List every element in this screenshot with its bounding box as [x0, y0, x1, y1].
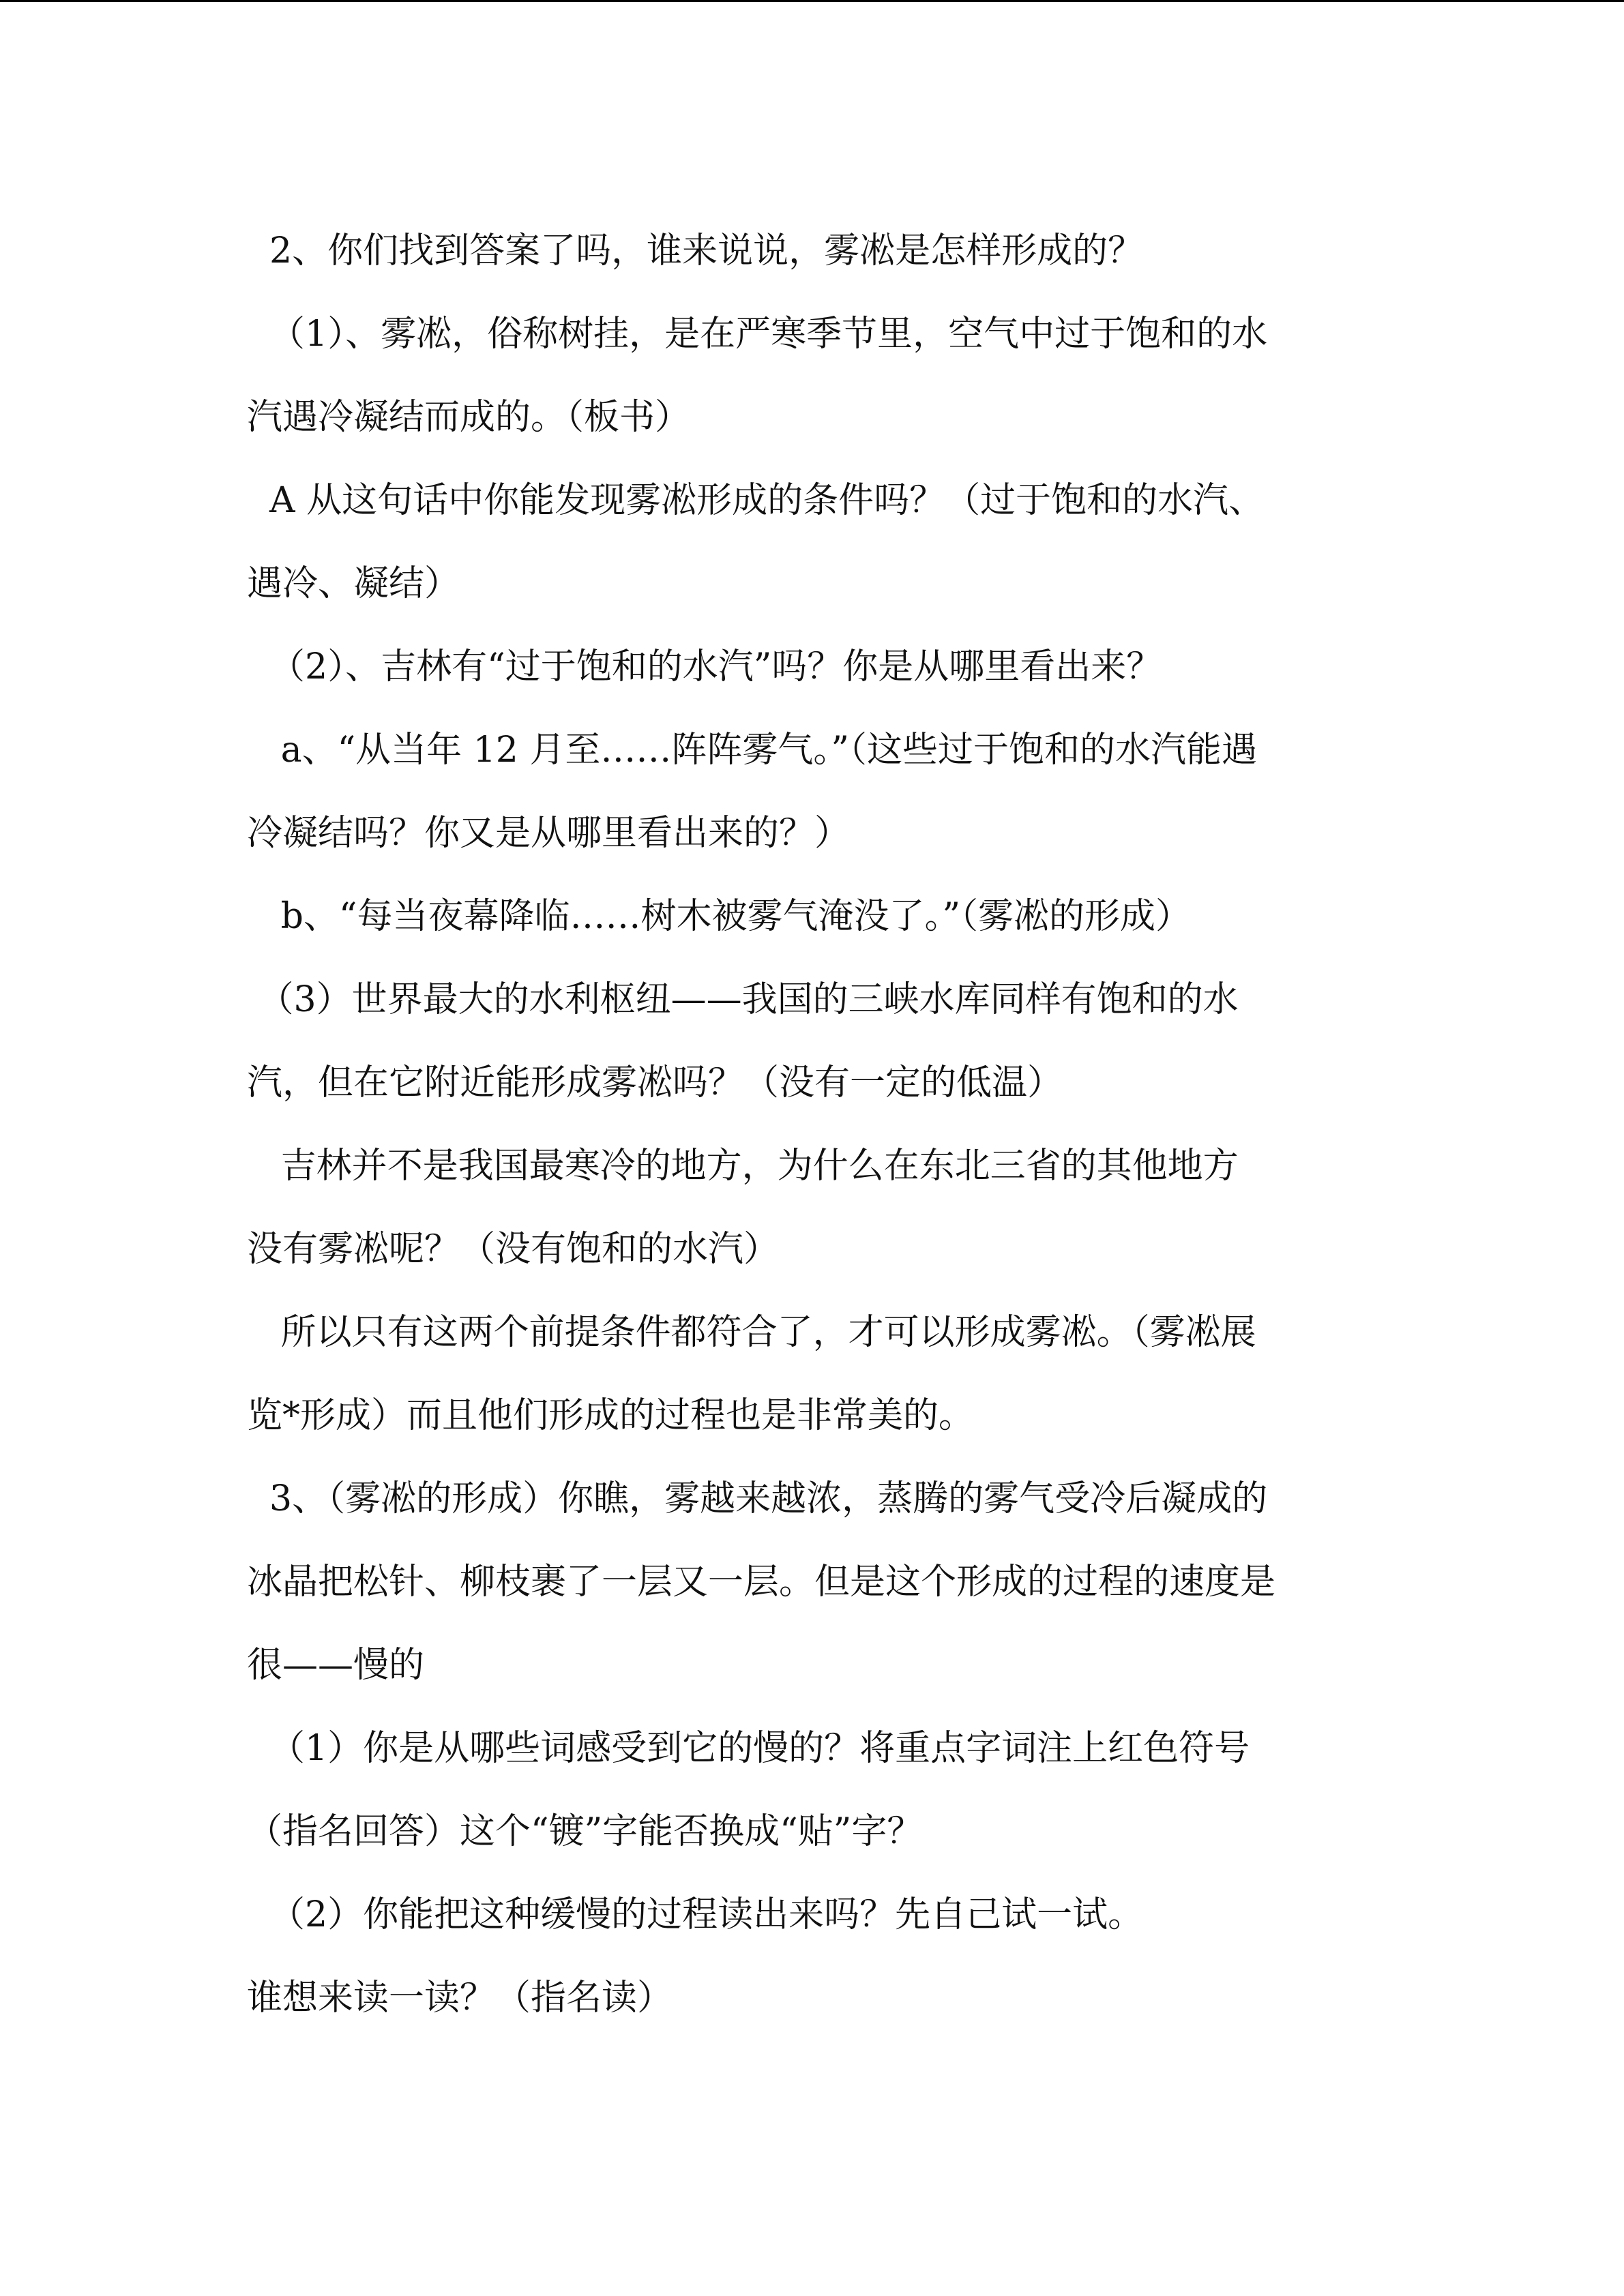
text-line: （1）你是从哪些词感受到它的慢的？将重点字词注上红色符号: [247, 1728, 1250, 1769]
text-line: A 从这句话中你能发现雾凇形成的条件吗？（过于饱和的水汽、: [247, 480, 1265, 521]
text-line: 谁想来读一读？（指名读）: [247, 1978, 673, 2018]
text-line: a、“从当年 12 月至……阵阵雾气。”（这些过于饱和的水汽能遇: [247, 730, 1257, 771]
text-line: 览*形成）而且他们形成的过程也是非常美的。: [247, 1395, 975, 1436]
text-line: 2、你们找到答案了吗，谁来说说，雾凇是怎样形成的？: [247, 230, 1144, 271]
text-line: （3）世界最大的水利枢纽——我国的三峡水库同样有饱和的水: [247, 979, 1239, 1020]
text-line: （1）、雾凇，俗称树挂，是在严寒季节里，空气中过于饱和的水: [247, 314, 1268, 355]
text-line: 没有雾凇呢？（没有饱和的水汽）: [247, 1229, 780, 1270]
text-line: 所以只有这两个前提条件都符合了，才可以形成雾凇。（雾凇展: [247, 1312, 1256, 1353]
text-line: 冷凝结吗？你又是从哪里看出来的？）: [247, 813, 851, 854]
text-line: b、“每当夜幕降临……树木被雾气淹没了。”（雾凇的形成）: [247, 896, 1192, 937]
text-line: 3、（雾凇的形成）你瞧，雾越来越浓，蒸腾的雾气受冷后凝成的: [247, 1478, 1268, 1519]
text-line: （2）你能把这种缓慢的过程读出来吗？先自己试一试。: [247, 1894, 1144, 1935]
document-body: [247, 209, 1393, 2040]
text-line: 冰晶把松针、柳枝裹了一层又一层。但是这个形成的过程的速度是: [247, 1562, 1276, 1602]
text-line: 吉林并不是我国最寒冷的地方，为什么在东北三省的其他地方: [247, 1146, 1239, 1187]
text-line: （指名回答）这个“镀”字能否换成“贴”字？: [247, 1811, 923, 1852]
text-line: （2）、吉林有“过于饱和的水汽”吗？你是从哪里看出来？: [247, 646, 1162, 687]
text-line: 很——慢的: [247, 1645, 425, 1686]
text-line: 汽，但在它附近能形成雾凇吗？（没有一定的低温）: [247, 1062, 1063, 1103]
text-line: 遇冷、凝结）: [247, 563, 460, 604]
text-line: 汽遇冷凝结而成的。（板书）: [247, 397, 691, 438]
